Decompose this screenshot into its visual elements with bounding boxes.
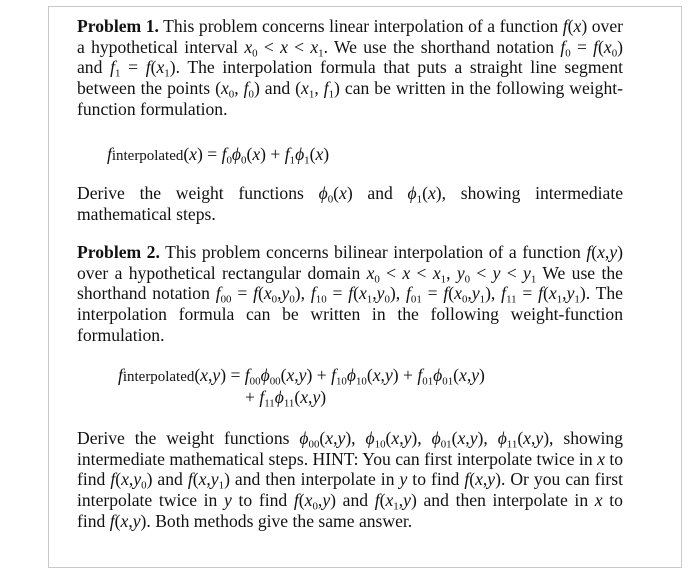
problem-2-heading: Problem 2. [77,242,160,262]
problem-1-heading: Problem 1. [77,16,159,36]
equation-2-line-2: + $f_{11}\phi_{11}(x,y)$ [245,387,327,410]
problem-1-statement: Problem 1. This problem concerns linear interpolation of a function f(x) over a hypothetical interval $x_0 < x < x_1$. We use the shorthand notation $f_0 = f(x_0)$ and $f_1 = f(x_1)$. The interpolation formula that puts a straight line segment between the points ($x_0$, $f_0$) and ($x_1$, $f_1$) can be written in the following weight-function formulation. [77,16,624,119]
equation-1: finterpolated(x) = $f_0\phi_0(x) + f_1\phi_1(x)$ [107,144,330,167]
problem-2-task: Derive the weight functions $\phi_{00}(x,y)$, $\phi_{10}(x,y)$, $\phi_{01}(x,y)$, $\phi_{11}(x,y)$, showing intermediate mathematical steps. HINT: You can first interpolate twice in x to find $f(x,y_0)$ and $f(x,y_1)$ and then interpolate in y to find f(x,y). Or you can first interpolate twice in y to find $f(x_0,y)$ and $f(x_1,y)$ and then interpolate in x to find f(x,y). Both methods give the same answer. [77,428,624,531]
problem-2-statement: Problem 2. This problem concerns bilinear interpolation of a function f(x,y) over a hypothetical rectangular domain $x_0 < x < x_1$, $y_0 < y < y_1$ We use the shorthand notation $f_{00} = f(x_0,y_0)$, $f_{10} = f(x_1,y_0)$, $f_{01} = f(x_0,y_1)$, $f_{11} = f(x_1,y_1)$. The interpolation formula can be written in the following weight-function formulation. [77,242,623,345]
problem-1-task: Derive the weight functions $\phi_0(x)$ and $\phi_1(x)$, showing intermediate mathematical steps. [77,183,624,224]
equation-2-line-1: finterpolated(x,y) = $f_{00}\phi_{00}(x,y) + f_{10}\phi_{10}(x,y) + f_{01}\phi_{01}(x,y)$ [118,365,485,388]
